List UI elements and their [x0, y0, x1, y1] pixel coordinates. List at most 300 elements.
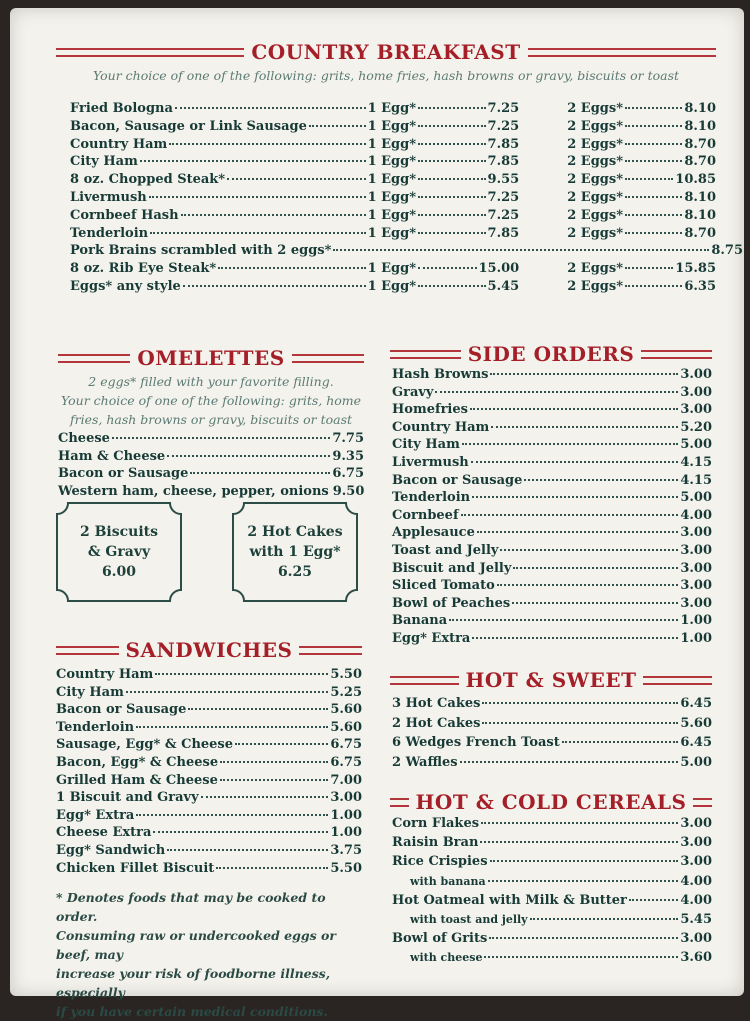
cereals-section — [390, 790, 712, 970]
item-price: 7.75 — [332, 431, 364, 446]
two-eggs-price: 8.10 — [684, 207, 716, 223]
omelettes-subtitle-line: 2 eggs* filled with your favorite filling. — [88, 374, 334, 389]
dot-leader — [136, 814, 328, 816]
item-price: 4.15 — [680, 472, 712, 488]
item-price: 5.00 — [680, 437, 712, 453]
menu-item-row — [392, 816, 712, 835]
item-name: Gravy — [392, 384, 434, 400]
breakfast-name-cell — [70, 101, 368, 116]
breakfast-name-cell — [70, 154, 368, 169]
two-eggs-label: 2 Eggs* — [567, 278, 623, 294]
menu-item-row — [56, 702, 362, 720]
menu-item-row — [392, 835, 712, 854]
item-name: 3 Hot Cakes — [392, 696, 481, 711]
hot-sweet-title: HOT & SWEET — [465, 668, 637, 692]
dot-leader — [488, 880, 679, 882]
item-name: Tenderloin — [392, 490, 471, 506]
one-egg-label: 1 Egg* — [367, 154, 417, 170]
menu-item-row — [392, 931, 712, 950]
two-eggs-cell — [567, 279, 716, 294]
disclaimer-line: * Denotes foods that may be cooked to order. — [56, 890, 326, 925]
menu-item-row — [392, 525, 712, 543]
item-price: 9.50 — [332, 483, 365, 499]
dot-leader — [220, 779, 328, 781]
item-name: Sliced Tomato — [392, 578, 495, 594]
country-breakfast-title: COUNTRY BREAKFAST — [251, 40, 521, 64]
breakfast-row — [70, 119, 716, 137]
heading-rule — [693, 798, 712, 807]
item-price: 8.75 — [711, 243, 743, 259]
special-box-line: & Gravy — [87, 544, 151, 560]
item-name: Country Ham — [392, 419, 490, 435]
breakfast-row — [70, 137, 716, 155]
dot-leader — [309, 125, 366, 127]
dot-leader — [418, 196, 486, 198]
one-egg-price: 7.25 — [487, 207, 520, 223]
dot-leader — [472, 496, 678, 498]
item-name: Livermush — [70, 189, 147, 205]
dot-leader — [629, 899, 678, 901]
dot-leader — [481, 822, 678, 824]
item-price: 3.00 — [680, 367, 712, 382]
country-breakfast-subtitle: Your choice of one of the following: grits, home fries, hash browns or gravy, biscuits or toast — [92, 68, 680, 83]
item-price: 6.45 — [680, 735, 712, 750]
item-name: Hash Browns — [392, 367, 489, 382]
menu-item-row — [392, 508, 712, 526]
one-egg-label: 1 Egg* — [367, 225, 417, 241]
dot-leader — [175, 107, 366, 109]
two-eggs-cell — [567, 208, 716, 223]
dot-leader — [625, 160, 682, 162]
dot-leader — [625, 267, 673, 269]
heading-rule — [641, 350, 712, 359]
breakfast-row — [70, 154, 716, 172]
item-name: Bacon or Sausage — [392, 472, 523, 488]
item-name: Chicken Fillet Biscuit — [56, 860, 215, 876]
item-price: 3.00 — [680, 525, 712, 541]
item-name: Tenderloin — [70, 225, 149, 241]
item-name: Banana — [392, 613, 448, 629]
heading-rule — [299, 646, 362, 655]
omelettes-heading — [58, 346, 364, 370]
dot-leader — [625, 107, 682, 109]
disclaimer-note — [56, 888, 362, 1021]
menu-item-row — [392, 455, 712, 473]
item-name: Bowl of Peaches — [392, 595, 511, 611]
disclaimer-line: if you have certain medical conditions. — [56, 1004, 328, 1020]
item-name: 1 Biscuit and Gravy — [56, 790, 199, 806]
dot-leader — [500, 549, 678, 551]
two-eggs-label: 2 Eggs* — [567, 118, 623, 134]
dot-leader — [480, 841, 678, 843]
one-egg-price: 7.85 — [487, 154, 520, 170]
sandwiches-section — [56, 638, 362, 1021]
cereals-list — [390, 816, 712, 970]
item-name: Fried Bologna — [70, 101, 173, 116]
breakfast-row — [70, 190, 716, 208]
heading-rule — [390, 676, 459, 685]
item-price: 5.60 — [680, 715, 712, 731]
heading-rule — [528, 48, 716, 57]
dot-leader — [216, 867, 328, 869]
disclaimer-line: increase your risk of foodborne illness, especially — [56, 966, 331, 1001]
item-name: Homefries — [392, 402, 468, 418]
one-egg-price: 7.85 — [487, 136, 520, 152]
item-name: Bacon or Sausage — [56, 702, 187, 718]
side-orders-heading — [390, 342, 712, 366]
item-name: Bacon, Sausage or Link Sausage — [70, 118, 307, 134]
two-eggs-price: 8.10 — [684, 118, 716, 134]
menu-item-row — [56, 720, 362, 738]
two-eggs-label: 2 Eggs* — [567, 136, 623, 152]
menu-item-row — [56, 755, 362, 773]
special-box-line: 2 Hot Cakes — [247, 524, 343, 540]
dot-leader — [512, 602, 678, 604]
item-price: 5.00 — [680, 490, 712, 506]
two-eggs-price: 8.70 — [684, 154, 716, 170]
dot-leader — [461, 514, 679, 516]
item-price: 5.50 — [330, 860, 362, 876]
one-egg-label: 1 Egg* — [367, 101, 417, 116]
cereals-title: HOT & COLD CEREALS — [415, 790, 687, 814]
dot-leader — [490, 860, 679, 862]
menu-item-row — [392, 437, 712, 455]
menu-page — [10, 8, 744, 1020]
menu-item-row — [392, 716, 712, 736]
dot-leader — [418, 232, 486, 234]
two-eggs-price: 15.85 — [675, 261, 716, 277]
dot-leader — [418, 214, 486, 216]
item-price: 1.00 — [680, 613, 712, 629]
two-eggs-label: 2 Eggs* — [567, 225, 623, 241]
dot-leader — [418, 178, 486, 180]
dot-leader — [140, 160, 366, 162]
menu-item-row — [56, 667, 362, 685]
dot-leader — [470, 408, 678, 410]
one-egg-price: 9.55 — [487, 172, 520, 188]
two-eggs-price: 8.70 — [684, 225, 716, 241]
menu-item-row — [56, 737, 362, 755]
two-eggs-cell — [567, 226, 716, 241]
dot-leader — [418, 125, 486, 127]
menu-item-row — [56, 773, 362, 791]
dot-leader — [491, 426, 678, 428]
one-egg-price: 15.00 — [478, 261, 520, 277]
item-name: Egg* Sandwich — [56, 842, 166, 858]
menu-item-row — [56, 843, 362, 861]
heading-rule — [58, 354, 130, 363]
dot-leader — [418, 267, 476, 269]
side-orders-list — [390, 367, 712, 649]
one-egg-price: 7.25 — [487, 101, 520, 116]
special-box-line: with 1 Egg* — [249, 544, 341, 560]
item-price: 9.35 — [332, 448, 364, 464]
item-name: Cheese — [58, 431, 110, 446]
breakfast-row — [70, 172, 716, 190]
menu-item-row — [392, 912, 712, 931]
dot-leader — [227, 178, 365, 180]
dot-leader — [484, 956, 678, 958]
dot-leader — [169, 143, 365, 145]
one-egg-label: 1 Egg* — [367, 118, 417, 134]
item-name: City Ham — [70, 154, 138, 170]
breakfast-row — [70, 208, 716, 226]
menu-item-row — [392, 420, 712, 438]
one-egg-price: 7.25 — [487, 118, 520, 134]
item-price: 3.00 — [680, 595, 712, 611]
hot-sweet-list — [390, 696, 712, 774]
item-price: 7.00 — [330, 772, 362, 788]
dot-leader — [188, 708, 328, 710]
item-name: with banana — [410, 874, 486, 888]
breakfast-row — [70, 261, 716, 279]
item-price: 4.00 — [680, 873, 712, 889]
two-eggs-cell — [567, 119, 716, 134]
breakfast-name-cell — [70, 208, 368, 223]
item-price: 5.60 — [330, 702, 362, 718]
dot-leader — [218, 267, 365, 269]
dot-leader — [155, 673, 328, 675]
dot-leader — [490, 373, 678, 375]
dot-leader — [477, 531, 678, 533]
item-price: 5.20 — [680, 419, 712, 435]
two-eggs-label: 2 Eggs* — [567, 261, 623, 277]
dot-leader — [220, 761, 328, 763]
two-eggs-cell — [567, 172, 716, 187]
country-breakfast-heading — [56, 40, 716, 64]
two-eggs-cell — [567, 154, 716, 169]
item-name: Livermush — [392, 454, 469, 470]
item-name: with toast and jelly — [410, 912, 528, 926]
item-name: Rice Crispies — [392, 854, 488, 870]
side-orders-section — [390, 342, 712, 649]
breakfast-row — [70, 279, 716, 297]
special-box-line: 6.00 — [101, 564, 137, 580]
item-name: Country Ham — [56, 667, 154, 682]
breakfast-name-cell — [70, 279, 368, 294]
breakfast-name-cell — [70, 261, 368, 276]
two-eggs-cell — [567, 190, 716, 205]
dot-leader — [530, 918, 679, 920]
country-breakfast-section — [56, 40, 743, 297]
menu-item-row — [58, 449, 364, 467]
menu-item-row — [58, 431, 364, 449]
item-price: 3.00 — [680, 402, 712, 418]
item-price: 3.00 — [680, 560, 712, 576]
dot-leader — [462, 443, 678, 445]
item-price: 3.00 — [330, 790, 362, 806]
breakfast-row — [70, 101, 716, 119]
item-name: 2 Hot Cakes — [392, 715, 481, 731]
dot-leader — [333, 249, 709, 251]
item-name: Bacon or Sausage — [58, 466, 189, 482]
dot-leader — [435, 391, 678, 393]
dot-leader — [167, 849, 328, 851]
item-price: 5.45 — [680, 911, 712, 927]
item-price: 1.00 — [330, 807, 362, 823]
item-name: Biscuit and Jelly — [392, 560, 512, 576]
dot-leader — [625, 214, 682, 216]
breakfast-row — [70, 226, 716, 244]
item-name: City Ham — [392, 437, 460, 453]
dot-leader — [625, 143, 682, 145]
country-breakfast-list — [56, 101, 743, 297]
omelettes-title: OMELETTES — [137, 346, 285, 370]
item-name: with cheese — [410, 951, 483, 965]
item-name: Applesauce — [392, 525, 475, 541]
menu-item-row — [392, 596, 712, 614]
dot-leader — [181, 214, 366, 216]
menu-item-row — [392, 473, 712, 491]
menu-item-row — [392, 561, 712, 579]
dot-leader — [167, 455, 330, 457]
item-name: Bowl of Grits — [392, 931, 488, 947]
item-price: 3.00 — [680, 384, 712, 400]
dot-leader — [482, 722, 678, 724]
two-eggs-cell — [567, 137, 716, 152]
menu-item-row — [58, 484, 364, 502]
one-egg-label: 1 Egg* — [367, 172, 417, 188]
menu-item-row — [392, 755, 712, 775]
sandwiches-list — [56, 667, 362, 878]
two-eggs-label: 2 Eggs* — [567, 154, 623, 170]
item-name: Pork Brains scrambled with 2 eggs* — [70, 243, 332, 259]
item-name: Tenderloin — [56, 719, 135, 735]
menu-item-row — [392, 543, 712, 561]
item-price: 6.75 — [332, 466, 364, 482]
side-orders-title: SIDE ORDERS — [467, 342, 635, 366]
one-egg-price: 7.85 — [487, 225, 520, 241]
one-egg-cell — [368, 226, 520, 241]
one-egg-label: 1 Egg* — [367, 278, 417, 294]
breakfast-name-cell — [70, 137, 368, 152]
menu-item-row — [56, 790, 362, 808]
item-name: Cheese Extra — [56, 825, 152, 841]
dot-leader — [418, 285, 486, 287]
item-name: Egg* Extra — [392, 630, 471, 646]
one-egg-cell — [368, 101, 520, 116]
hot-sweet-section — [390, 668, 712, 774]
sandwiches-title: SANDWICHES — [125, 638, 293, 662]
item-name: Grilled Ham & Cheese — [56, 772, 218, 788]
menu-item-row — [56, 808, 362, 826]
item-price: 3.60 — [680, 950, 712, 966]
item-price: 3.00 — [680, 835, 712, 851]
omelettes-subtitle — [58, 372, 364, 429]
item-name: Cornbeef — [392, 507, 459, 523]
menu-item-row — [56, 861, 362, 879]
item-name: Toast and Jelly — [392, 542, 499, 558]
breakfast-name-cell — [70, 172, 368, 187]
special-box-biscuits-gravy — [56, 502, 182, 602]
special-box-line: 6.25 — [277, 564, 313, 580]
one-egg-price: 5.45 — [487, 278, 520, 294]
dot-leader — [149, 196, 366, 198]
special-box-line: 2 Biscuits — [79, 524, 159, 540]
dot-leader — [235, 743, 328, 745]
menu-item-row — [392, 735, 712, 755]
one-egg-label: 1 Egg* — [367, 189, 417, 205]
item-price: 1.00 — [680, 630, 712, 646]
one-egg-label: 1 Egg* — [367, 207, 417, 223]
dot-leader — [201, 796, 329, 798]
two-eggs-price: 8.10 — [684, 101, 716, 116]
item-price: 1.00 — [330, 825, 362, 841]
dot-leader — [136, 726, 328, 728]
one-egg-cell — [368, 172, 520, 187]
special-box-hot-cakes — [232, 502, 358, 602]
item-price: 3.00 — [680, 542, 712, 558]
item-price: 5.60 — [330, 719, 362, 735]
dot-leader — [625, 178, 673, 180]
item-name: Egg* Extra — [56, 807, 135, 823]
two-eggs-label: 2 Eggs* — [567, 207, 623, 223]
item-name: City Ham — [56, 684, 124, 700]
dot-leader — [418, 107, 486, 109]
dot-leader — [489, 937, 678, 939]
heading-rule — [56, 48, 244, 57]
two-eggs-price: 8.10 — [684, 189, 716, 205]
one-egg-cell — [368, 279, 520, 294]
menu-item-row — [392, 950, 712, 969]
one-egg-cell — [368, 137, 520, 152]
sandwiches-heading — [56, 638, 362, 662]
item-price: 3.00 — [680, 854, 712, 870]
one-egg-cell — [368, 208, 520, 223]
dot-leader — [524, 479, 678, 481]
heading-rule — [390, 798, 409, 807]
menu-item-row — [392, 578, 712, 596]
breakfast-row-pork-brains — [70, 243, 743, 261]
cereals-heading — [390, 790, 712, 814]
dot-leader — [153, 831, 328, 833]
dot-leader — [625, 196, 682, 198]
menu-item-row — [392, 854, 712, 873]
item-name: Raisin Bran — [392, 835, 479, 851]
omelettes-section — [58, 346, 364, 501]
dot-leader — [460, 761, 679, 763]
menu-item-row — [392, 893, 712, 912]
omelettes-subtitle-line: Your choice of one of the following: grits, home — [60, 393, 362, 408]
breakfast-name-cell — [70, 190, 368, 205]
menu-item-row — [392, 631, 712, 649]
two-eggs-label: 2 Eggs* — [567, 101, 623, 116]
menu-item-row — [392, 402, 712, 420]
item-price: 3.00 — [680, 578, 712, 594]
item-price: 3.00 — [680, 816, 712, 831]
one-egg-cell — [368, 119, 520, 134]
dot-leader — [625, 232, 682, 234]
breakfast-name-cell — [70, 226, 368, 241]
two-eggs-cell — [567, 261, 716, 276]
hot-sweet-heading — [390, 668, 712, 692]
heading-rule — [292, 354, 364, 363]
item-name: Cornbeef Hash — [70, 207, 179, 223]
heading-rule — [56, 646, 119, 655]
dot-leader — [190, 472, 330, 474]
item-price: 6.45 — [680, 696, 712, 711]
dot-leader — [150, 232, 365, 234]
heading-rule — [390, 350, 461, 359]
two-eggs-price: 6.35 — [684, 278, 716, 294]
dot-leader — [562, 741, 679, 743]
item-price: 4.00 — [680, 892, 712, 908]
heading-rule — [643, 676, 712, 685]
special-box-text — [232, 502, 358, 602]
item-name: Corn Flakes — [392, 816, 480, 831]
dot-leader — [471, 461, 679, 463]
item-price: 6.75 — [330, 754, 362, 770]
